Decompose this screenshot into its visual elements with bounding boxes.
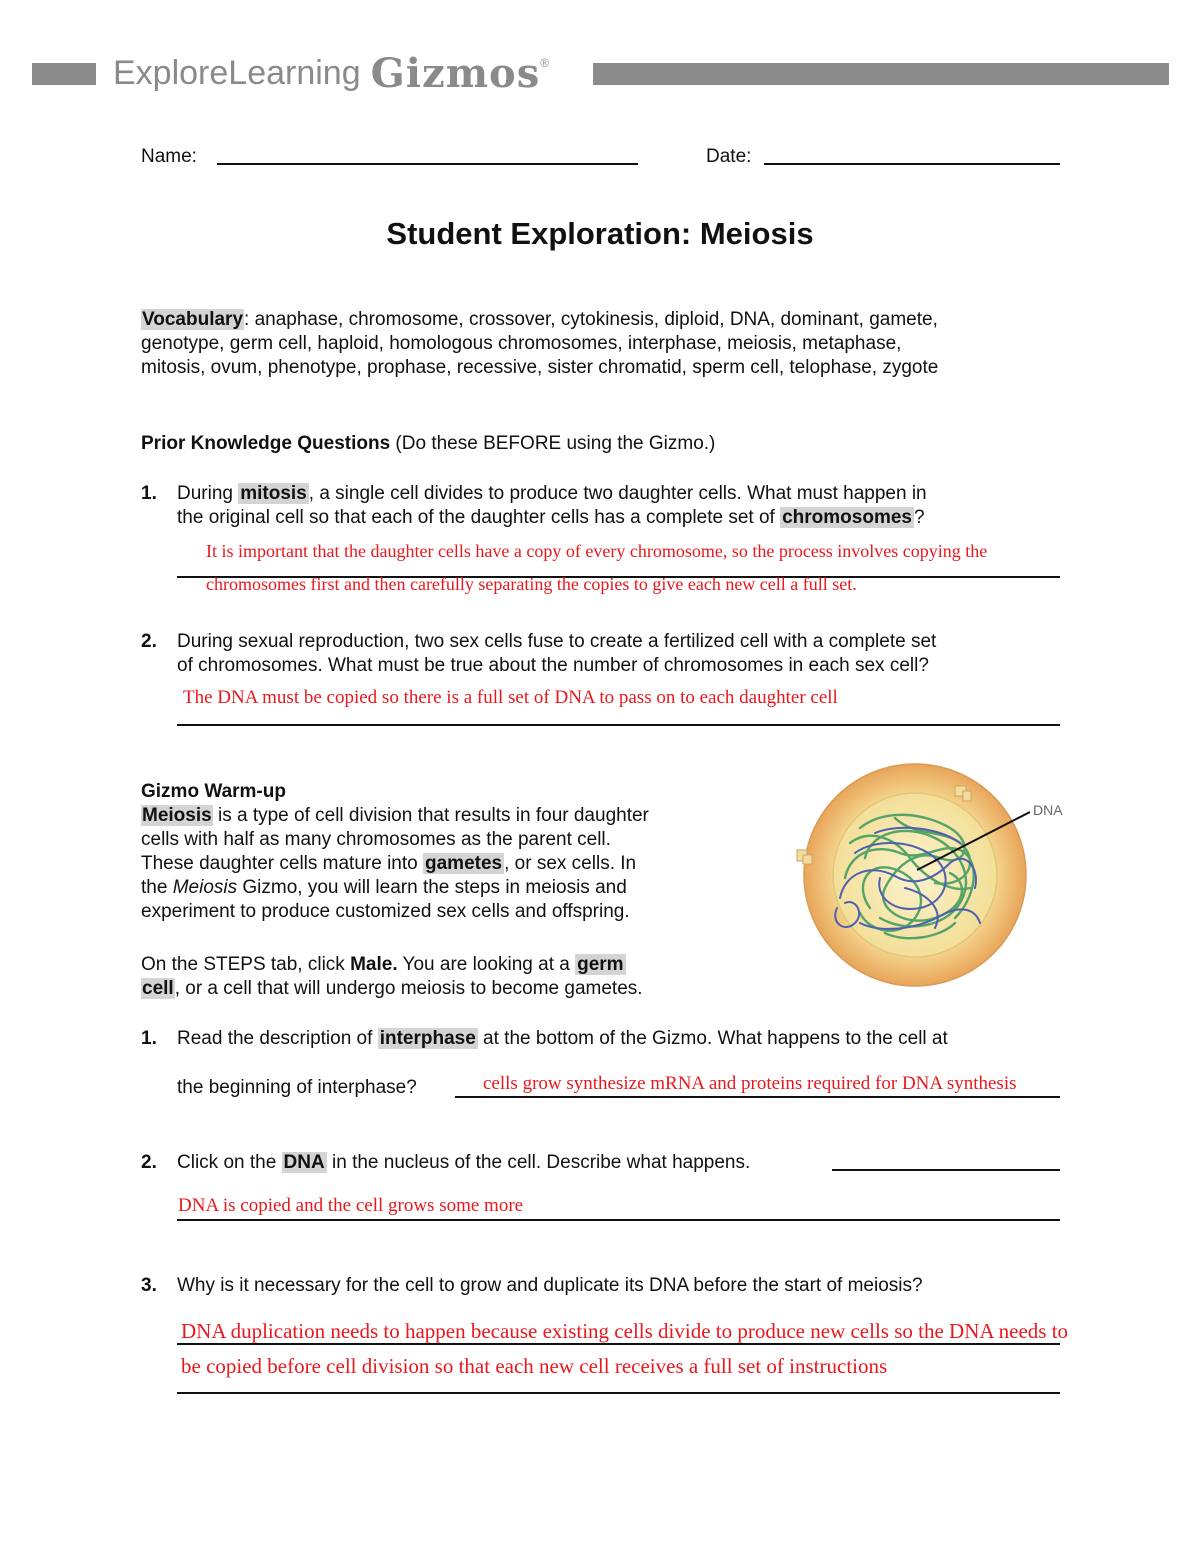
warmup-q3-answer-field-1[interactable] [177,1343,1060,1345]
warmup-p1-line-5: experiment to produce customized sex cells and offspring. [141,901,630,922]
warmup-q2-answer: DNA is copied and the cell grows some more [178,1195,524,1216]
header-bar-left [32,63,96,85]
page-title: Student Exploration: Meiosis [386,216,814,251]
name-label: Name: [141,146,197,167]
prior-q1-text-f: ? [913,507,925,528]
warmup-q2-number: 2. [141,1152,157,1173]
warmup-term-germ: germ [577,954,624,975]
warmup-q2-term-dna: DNA [283,1152,325,1173]
dna-label: DNA [1033,802,1063,818]
warmup-q3-answer-line-2: be copied before cell division so that each new cell receives a full set of instructions [181,1354,888,1378]
warmup-term-meiosis: Meiosis [142,805,212,826]
warmup-q3-number: 3. [141,1275,157,1296]
prior-knowledge-heading [141,432,715,456]
logo-registered-mark: ® [540,56,550,70]
prior-q2-line-1: During sexual reproduction, two sex cells fuse to create a fertilized cell with a complete set [177,631,937,652]
warmup-p2-line-2 [141,977,643,1001]
prior-heading-text: Prior Knowledge Questions [141,433,391,454]
warmup-q1-number: 1. [141,1028,157,1049]
prior-q1-line-2 [177,506,925,530]
warmup-p2-line-1 [141,953,626,977]
prior-q1-number: 1. [141,483,157,504]
prior-q2-answer: The DNA must be copied so there is a full set of DNA to pass on to each daughter cell [183,687,838,708]
prior-q1-answer-line-2: chromosomes first and then carefully separating the copies to give each new cell a full set. [206,574,857,594]
warmup-term-gametes: gametes [425,853,503,874]
header-bar-right [593,63,1169,85]
warmup-p1-text-1: is a type of cell division that results in four daughter [212,805,649,826]
vocabulary-text-1: : anaphase, chromosome, crossover, cytokinesis, diploid, DNA, dominant, gamete, [244,309,938,330]
nucleus[interactable] [833,793,997,957]
vocabulary-line-3: mitosis, ovum, phenotype, prophase, recessive, sister chromatid, sperm cell, telophase, zygote [141,357,939,378]
warmup-q1-text-a: Read the description of [177,1028,378,1049]
warmup-p1-text-4a: the [141,877,173,898]
vocabulary-line-2: genotype, germ cell, haploid, homologous chromosomes, interphase, meiosis, metaphase, [141,333,902,354]
prior-q1-text-c: , a single cell divides to produce two daughter cells. What must happen in [308,483,927,504]
organelle-top-2 [963,791,971,801]
warmup-q1-term-interphase: interphase [379,1028,476,1049]
warmup-p1-text-3a: These daughter cells mature into [141,853,423,874]
warmup-p2-text-1a: On the STEPS tab, click [141,954,351,975]
warmup-p1-line-3 [141,852,636,876]
warmup-p1-line-2: cells with half as many chromosomes as the parent cell. [141,829,611,850]
prior-q1-answer-line-1: It is important that the daughter cells have a copy of every chromosome, so the process involves copying the [206,541,988,561]
vocabulary-label: Vocabulary [142,309,244,330]
warmup-p1-line-4 [141,876,627,900]
germ-cell-illustration [775,758,1075,998]
organelle-left-2 [803,855,812,864]
warmup-q1-text-c: at the bottom of the Gizmo. What happens to the cell at [477,1028,948,1049]
prior-q1-term-mitosis: mitosis [240,483,307,504]
prior-q2-number: 2. [141,631,157,652]
logo-gizmos-text: Gizmos [370,50,541,97]
prior-q2-answer-field[interactable] [177,724,1060,726]
warmup-q1-answer-field[interactable] [455,1096,1060,1098]
warmup-p2-text-2b: , or a cell that will undergo meiosis to become gametes. [174,978,643,999]
warmup-meiosis-italic: Meiosis [172,877,238,898]
warmup-q3-text: Why is it necessary for the cell to grow and duplicate its DNA before the start of meiosis? [177,1275,923,1296]
vocabulary-line-1 [141,308,938,332]
prior-heading-note: (Do these BEFORE using the Gizmo.) [390,433,716,454]
warmup-q1-line-1 [177,1027,948,1051]
warmup-term-cell: cell [142,978,174,999]
warmup-heading: Gizmo Warm-up [141,781,286,802]
warmup-male-bold: Male. [350,954,398,975]
warmup-q2-answer-field-inline[interactable] [832,1169,1060,1171]
warmup-q3-answer-line-1: DNA duplication needs to happen because existing cells divide to produce new cells so the DNA needs to [181,1319,1069,1343]
warmup-q1-answer: cells grow synthesize mRNA and proteins required for DNA synthesis [483,1073,1017,1094]
date-label: Date: [706,146,752,167]
warmup-q2-line-1 [177,1151,750,1175]
name-field[interactable] [217,163,638,165]
prior-q1-term-chromosomes: chromosomes [782,507,912,528]
date-field[interactable] [764,163,1060,165]
prior-q1-text-a: During [177,483,239,504]
warmup-q2-answer-field[interactable] [177,1219,1060,1221]
warmup-q1-line-2: the beginning of interphase? [177,1077,417,1098]
prior-q1-line-1 [177,482,927,506]
warmup-q2-text-a: Click on the [177,1152,282,1173]
logo-explorelearning-text: ExploreLearning [113,54,361,92]
explorelearning-gizmos-logo [113,50,549,98]
warmup-p1-text-4c: Gizmo, you will learn the steps in meiosis and [237,877,627,898]
prior-q2-line-2: of chromosomes. What must be true about the number of chromosomes in each sex cell? [177,655,929,676]
warmup-q3-answer-field-2[interactable] [177,1392,1060,1394]
warmup-p1-text-3c: , or sex cells. In [504,853,637,874]
prior-q1-text-d: the original cell so that each of the daughter cells has a complete set of [177,507,781,528]
warmup-p2-text-1c: You are looking at a [397,954,576,975]
warmup-q2-text-c: in the nucleus of the cell. Describe what happens. [326,1152,751,1173]
warmup-p1-line-1 [141,804,649,828]
